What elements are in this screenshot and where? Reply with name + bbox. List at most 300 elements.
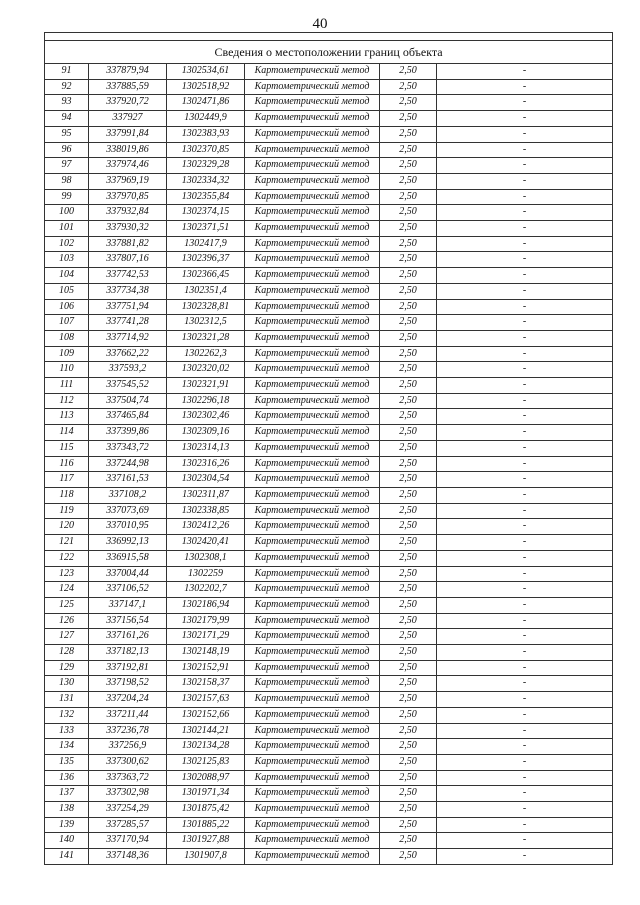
point-number-cell: 95 (45, 126, 89, 142)
accuracy-cell: 2,50 (380, 299, 437, 315)
table-row (45, 676, 613, 692)
description-cell: - (437, 629, 613, 645)
x-coordinate-cell: 337545,52 (89, 378, 167, 394)
point-number-cell: 107 (45, 315, 89, 331)
table-title-row (45, 41, 613, 64)
method-cell: Картометрический метод (245, 817, 380, 833)
description-cell: - (437, 283, 613, 299)
x-coordinate-cell: 337974,46 (89, 158, 167, 174)
y-coordinate-cell: 1302383,93 (167, 126, 245, 142)
x-coordinate-cell: 337927 (89, 111, 167, 127)
description-cell: - (437, 346, 613, 362)
description-cell: - (437, 582, 613, 598)
table-body (45, 33, 613, 865)
accuracy-cell: 2,50 (380, 802, 437, 818)
x-coordinate-cell: 337192,81 (89, 660, 167, 676)
accuracy-cell: 2,50 (380, 393, 437, 409)
point-number-cell: 119 (45, 503, 89, 519)
accuracy-cell: 2,50 (380, 566, 437, 582)
description-cell: - (437, 252, 613, 268)
description-cell: - (437, 833, 613, 849)
table-row (45, 173, 613, 189)
x-coordinate-cell: 337920,72 (89, 95, 167, 111)
point-number-cell: 131 (45, 692, 89, 708)
description-cell: - (437, 535, 613, 551)
y-coordinate-cell: 1301927,88 (167, 833, 245, 849)
description-cell: - (437, 330, 613, 346)
method-cell: Картометрический метод (245, 236, 380, 252)
table-row (45, 487, 613, 503)
point-number-cell: 115 (45, 440, 89, 456)
table-top-spacer-row (45, 33, 613, 41)
x-coordinate-cell: 337147,1 (89, 597, 167, 613)
accuracy-cell: 2,50 (380, 645, 437, 661)
accuracy-cell: 2,50 (380, 613, 437, 629)
y-coordinate-cell: 1302134,28 (167, 739, 245, 755)
description-cell: - (437, 205, 613, 221)
table-row (45, 64, 613, 80)
table-row (45, 189, 613, 205)
x-coordinate-cell: 336915,58 (89, 550, 167, 566)
accuracy-cell: 2,50 (380, 221, 437, 237)
method-cell: Картометрический метод (245, 472, 380, 488)
x-coordinate-cell: 337211,44 (89, 707, 167, 723)
table-row (45, 550, 613, 566)
method-cell: Картометрический метод (245, 503, 380, 519)
point-number-cell: 122 (45, 550, 89, 566)
accuracy-cell: 2,50 (380, 236, 437, 252)
description-cell: - (437, 472, 613, 488)
accuracy-cell: 2,50 (380, 330, 437, 346)
point-number-cell: 97 (45, 158, 89, 174)
x-coordinate-cell: 337182,13 (89, 645, 167, 661)
accuracy-cell: 2,50 (380, 833, 437, 849)
description-cell: - (437, 613, 613, 629)
method-cell: Картометрический метод (245, 456, 380, 472)
x-coordinate-cell: 337343,72 (89, 440, 167, 456)
y-coordinate-cell: 1302309,16 (167, 425, 245, 441)
x-coordinate-cell: 337106,52 (89, 582, 167, 598)
accuracy-cell: 2,50 (380, 456, 437, 472)
accuracy-cell: 2,50 (380, 472, 437, 488)
table-row (45, 817, 613, 833)
method-cell: Картометрический метод (245, 283, 380, 299)
x-coordinate-cell: 337593,2 (89, 362, 167, 378)
table-row (45, 425, 613, 441)
x-coordinate-cell: 337879,94 (89, 64, 167, 80)
description-cell: - (437, 817, 613, 833)
accuracy-cell: 2,50 (380, 817, 437, 833)
description-cell: - (437, 660, 613, 676)
method-cell: Картометрический метод (245, 754, 380, 770)
method-cell: Картометрический метод (245, 268, 380, 284)
y-coordinate-cell: 1302158,37 (167, 676, 245, 692)
x-coordinate-cell: 337930,32 (89, 221, 167, 237)
y-coordinate-cell: 1302420,41 (167, 535, 245, 551)
table-row (45, 754, 613, 770)
accuracy-cell: 2,50 (380, 754, 437, 770)
x-coordinate-cell: 337300,62 (89, 754, 167, 770)
table-row (45, 613, 613, 629)
table-row (45, 519, 613, 535)
point-number-cell: 130 (45, 676, 89, 692)
point-number-cell: 135 (45, 754, 89, 770)
x-coordinate-cell: 337302,98 (89, 786, 167, 802)
table-row (45, 158, 613, 174)
point-number-cell: 125 (45, 597, 89, 613)
description-cell: - (437, 550, 613, 566)
description-cell: - (437, 754, 613, 770)
x-coordinate-cell: 337108,2 (89, 487, 167, 503)
y-coordinate-cell: 1302202,7 (167, 582, 245, 598)
point-number-cell: 110 (45, 362, 89, 378)
y-coordinate-cell: 1302328,81 (167, 299, 245, 315)
method-cell: Картометрический метод (245, 582, 380, 598)
method-cell: Картометрический метод (245, 613, 380, 629)
accuracy-cell: 2,50 (380, 660, 437, 676)
method-cell: Картометрический метод (245, 707, 380, 723)
description-cell: - (437, 173, 613, 189)
y-coordinate-cell: 1302296,18 (167, 393, 245, 409)
x-coordinate-cell: 337161,53 (89, 472, 167, 488)
table-row (45, 378, 613, 394)
table-row (45, 535, 613, 551)
x-coordinate-cell: 337004,44 (89, 566, 167, 582)
table-row (45, 770, 613, 786)
accuracy-cell: 2,50 (380, 425, 437, 441)
point-number-cell: 134 (45, 739, 89, 755)
accuracy-cell: 2,50 (380, 315, 437, 331)
point-number-cell: 136 (45, 770, 89, 786)
method-cell: Картометрический метод (245, 142, 380, 158)
y-coordinate-cell: 1302471,86 (167, 95, 245, 111)
accuracy-cell: 2,50 (380, 440, 437, 456)
page-number: 40 (312, 16, 328, 32)
accuracy-cell: 2,50 (380, 519, 437, 535)
table-row (45, 723, 613, 739)
method-cell: Картометрический метод (245, 786, 380, 802)
y-coordinate-cell: 1301885,22 (167, 817, 245, 833)
accuracy-cell: 2,50 (380, 126, 437, 142)
y-coordinate-cell: 1302312,5 (167, 315, 245, 331)
description-cell: - (437, 487, 613, 503)
y-coordinate-cell: 1302351,4 (167, 283, 245, 299)
description-cell: - (437, 111, 613, 127)
method-cell: Картометрический метод (245, 770, 380, 786)
accuracy-cell: 2,50 (380, 252, 437, 268)
description-cell: - (437, 723, 613, 739)
method-cell: Картометрический метод (245, 629, 380, 645)
method-cell: Картометрический метод (245, 362, 380, 378)
method-cell: Картометрический метод (245, 205, 380, 221)
description-cell: - (437, 440, 613, 456)
x-coordinate-cell: 337662,22 (89, 346, 167, 362)
point-number-cell: 92 (45, 79, 89, 95)
method-cell: Картометрический метод (245, 330, 380, 346)
table-row (45, 409, 613, 425)
y-coordinate-cell: 1302308,1 (167, 550, 245, 566)
point-number-cell: 114 (45, 425, 89, 441)
accuracy-cell: 2,50 (380, 739, 437, 755)
point-number-cell: 93 (45, 95, 89, 111)
accuracy-cell: 2,50 (380, 283, 437, 299)
point-number-cell: 128 (45, 645, 89, 661)
point-number-cell: 141 (45, 849, 89, 865)
accuracy-cell: 2,50 (380, 79, 437, 95)
y-coordinate-cell: 1302534,61 (167, 64, 245, 80)
y-coordinate-cell: 1302262,3 (167, 346, 245, 362)
description-cell: - (437, 315, 613, 331)
y-coordinate-cell: 1302144,21 (167, 723, 245, 739)
method-cell: Картометрический метод (245, 597, 380, 613)
method-cell: Картометрический метод (245, 676, 380, 692)
method-cell: Картометрический метод (245, 409, 380, 425)
accuracy-cell: 2,50 (380, 582, 437, 598)
y-coordinate-cell: 1302371,51 (167, 221, 245, 237)
y-coordinate-cell: 1302304,54 (167, 472, 245, 488)
x-coordinate-cell: 337970,85 (89, 189, 167, 205)
description-cell: - (437, 236, 613, 252)
y-coordinate-cell: 1302314,13 (167, 440, 245, 456)
description-cell: - (437, 158, 613, 174)
y-coordinate-cell: 1302518,92 (167, 79, 245, 95)
table-row (45, 79, 613, 95)
y-coordinate-cell: 1302329,28 (167, 158, 245, 174)
point-number-cell: 121 (45, 535, 89, 551)
method-cell: Картометрический метод (245, 550, 380, 566)
method-cell: Картометрический метод (245, 519, 380, 535)
method-cell: Картометрический метод (245, 221, 380, 237)
description-cell: - (437, 707, 613, 723)
y-coordinate-cell: 1302412,26 (167, 519, 245, 535)
method-cell: Картометрический метод (245, 723, 380, 739)
table-row (45, 126, 613, 142)
y-coordinate-cell: 1302088,97 (167, 770, 245, 786)
x-coordinate-cell: 337734,38 (89, 283, 167, 299)
point-number-cell: 132 (45, 707, 89, 723)
table-row (45, 221, 613, 237)
boundary-table (44, 32, 613, 865)
point-number-cell: 127 (45, 629, 89, 645)
point-number-cell: 123 (45, 566, 89, 582)
point-number-cell: 101 (45, 221, 89, 237)
point-number-cell: 133 (45, 723, 89, 739)
accuracy-cell: 2,50 (380, 268, 437, 284)
x-coordinate-cell: 337244,98 (89, 456, 167, 472)
method-cell: Картометрический метод (245, 849, 380, 865)
table-row (45, 802, 613, 818)
point-number-cell: 108 (45, 330, 89, 346)
y-coordinate-cell: 1302259 (167, 566, 245, 582)
y-coordinate-cell: 1302179,99 (167, 613, 245, 629)
point-number-cell: 100 (45, 205, 89, 221)
table-row (45, 660, 613, 676)
y-coordinate-cell: 1302355,84 (167, 189, 245, 205)
accuracy-cell: 2,50 (380, 409, 437, 425)
y-coordinate-cell: 1302152,91 (167, 660, 245, 676)
point-number-cell: 99 (45, 189, 89, 205)
y-coordinate-cell: 1301875,42 (167, 802, 245, 818)
y-coordinate-cell: 1302302,46 (167, 409, 245, 425)
point-number-cell: 98 (45, 173, 89, 189)
method-cell: Картометрический метод (245, 535, 380, 551)
x-coordinate-cell: 337236,78 (89, 723, 167, 739)
point-number-cell: 96 (45, 142, 89, 158)
table-row (45, 142, 613, 158)
x-coordinate-cell: 337741,28 (89, 315, 167, 331)
description-cell: - (437, 456, 613, 472)
x-coordinate-cell: 337363,72 (89, 770, 167, 786)
x-coordinate-cell: 337156,54 (89, 613, 167, 629)
y-coordinate-cell: 1302152,66 (167, 707, 245, 723)
y-coordinate-cell: 1301907,8 (167, 849, 245, 865)
description-cell: - (437, 79, 613, 95)
y-coordinate-cell: 1302321,28 (167, 330, 245, 346)
table-row (45, 692, 613, 708)
description-cell: - (437, 503, 613, 519)
x-coordinate-cell: 337751,94 (89, 299, 167, 315)
y-coordinate-cell: 1302171,29 (167, 629, 245, 645)
point-number-cell: 105 (45, 283, 89, 299)
description-cell: - (437, 299, 613, 315)
table-row (45, 503, 613, 519)
description-cell: - (437, 566, 613, 582)
accuracy-cell: 2,50 (380, 770, 437, 786)
table-row (45, 315, 613, 331)
table-row (45, 597, 613, 613)
y-coordinate-cell: 1302370,85 (167, 142, 245, 158)
point-number-cell: 139 (45, 817, 89, 833)
y-coordinate-cell: 1302148,19 (167, 645, 245, 661)
accuracy-cell: 2,50 (380, 346, 437, 362)
table-row (45, 645, 613, 661)
method-cell: Картометрический метод (245, 189, 380, 205)
accuracy-cell: 2,50 (380, 64, 437, 80)
method-cell: Картометрический метод (245, 111, 380, 127)
table-row (45, 236, 613, 252)
accuracy-cell: 2,50 (380, 707, 437, 723)
x-coordinate-cell: 337256,9 (89, 739, 167, 755)
description-cell: - (437, 519, 613, 535)
y-coordinate-cell: 1302374,15 (167, 205, 245, 221)
accuracy-cell: 2,50 (380, 189, 437, 205)
accuracy-cell: 2,50 (380, 629, 437, 645)
point-number-cell: 117 (45, 472, 89, 488)
description-cell: - (437, 221, 613, 237)
x-coordinate-cell: 337504,74 (89, 393, 167, 409)
description-cell: - (437, 378, 613, 394)
table-title: Сведения о местоположении границ объекта (45, 41, 613, 64)
x-coordinate-cell: 337881,82 (89, 236, 167, 252)
x-coordinate-cell: 337204,24 (89, 692, 167, 708)
method-cell: Картометрический метод (245, 802, 380, 818)
x-coordinate-cell: 337254,29 (89, 802, 167, 818)
y-coordinate-cell: 1302186,94 (167, 597, 245, 613)
table-row (45, 582, 613, 598)
point-number-cell: 118 (45, 487, 89, 503)
point-number-cell: 106 (45, 299, 89, 315)
description-cell: - (437, 786, 613, 802)
accuracy-cell: 2,50 (380, 378, 437, 394)
table-row (45, 472, 613, 488)
point-number-cell: 124 (45, 582, 89, 598)
table-row (45, 849, 613, 865)
accuracy-cell: 2,50 (380, 362, 437, 378)
accuracy-cell: 2,50 (380, 550, 437, 566)
method-cell: Картометрический метод (245, 315, 380, 331)
table-row (45, 299, 613, 315)
method-cell: Картометрический метод (245, 64, 380, 80)
y-coordinate-cell: 1302157,63 (167, 692, 245, 708)
description-cell: - (437, 362, 613, 378)
accuracy-cell: 2,50 (380, 487, 437, 503)
description-cell: - (437, 95, 613, 111)
point-number-cell: 102 (45, 236, 89, 252)
x-coordinate-cell: 336992,13 (89, 535, 167, 551)
y-coordinate-cell: 1302311,87 (167, 487, 245, 503)
description-cell: - (437, 739, 613, 755)
y-coordinate-cell: 1302417,9 (167, 236, 245, 252)
accuracy-cell: 2,50 (380, 723, 437, 739)
point-number-cell: 138 (45, 802, 89, 818)
y-coordinate-cell: 1302316,26 (167, 456, 245, 472)
point-number-cell: 104 (45, 268, 89, 284)
x-coordinate-cell: 337170,94 (89, 833, 167, 849)
accuracy-cell: 2,50 (380, 786, 437, 802)
accuracy-cell: 2,50 (380, 692, 437, 708)
table-row (45, 330, 613, 346)
description-cell: - (437, 645, 613, 661)
x-coordinate-cell: 337161,26 (89, 629, 167, 645)
description-cell: - (437, 425, 613, 441)
x-coordinate-cell: 337969,19 (89, 173, 167, 189)
point-number-cell: 103 (45, 252, 89, 268)
description-cell: - (437, 770, 613, 786)
table-top-spacer-cell (45, 33, 613, 41)
y-coordinate-cell: 1302366,45 (167, 268, 245, 284)
method-cell: Картометрический метод (245, 393, 380, 409)
point-number-cell: 109 (45, 346, 89, 362)
point-number-cell: 91 (45, 64, 89, 80)
table-row (45, 268, 613, 284)
method-cell: Картометрический метод (245, 425, 380, 441)
y-coordinate-cell: 1302125,83 (167, 754, 245, 770)
table-row (45, 786, 613, 802)
table-row (45, 629, 613, 645)
accuracy-cell: 2,50 (380, 503, 437, 519)
y-coordinate-cell: 1302396,37 (167, 252, 245, 268)
description-cell: - (437, 849, 613, 865)
method-cell: Картометрический метод (245, 252, 380, 268)
y-coordinate-cell: 1302334,32 (167, 173, 245, 189)
accuracy-cell: 2,50 (380, 597, 437, 613)
description-cell: - (437, 268, 613, 284)
method-cell: Картометрический метод (245, 173, 380, 189)
description-cell: - (437, 409, 613, 425)
description-cell: - (437, 64, 613, 80)
x-coordinate-cell: 337932,84 (89, 205, 167, 221)
y-coordinate-cell: 1302321,91 (167, 378, 245, 394)
x-coordinate-cell: 337399,86 (89, 425, 167, 441)
method-cell: Картометрический метод (245, 833, 380, 849)
point-number-cell: 113 (45, 409, 89, 425)
method-cell: Картометрический метод (245, 692, 380, 708)
table-row (45, 346, 613, 362)
accuracy-cell: 2,50 (380, 142, 437, 158)
x-coordinate-cell: 337148,36 (89, 849, 167, 865)
method-cell: Картометрический метод (245, 566, 380, 582)
table-row (45, 252, 613, 268)
